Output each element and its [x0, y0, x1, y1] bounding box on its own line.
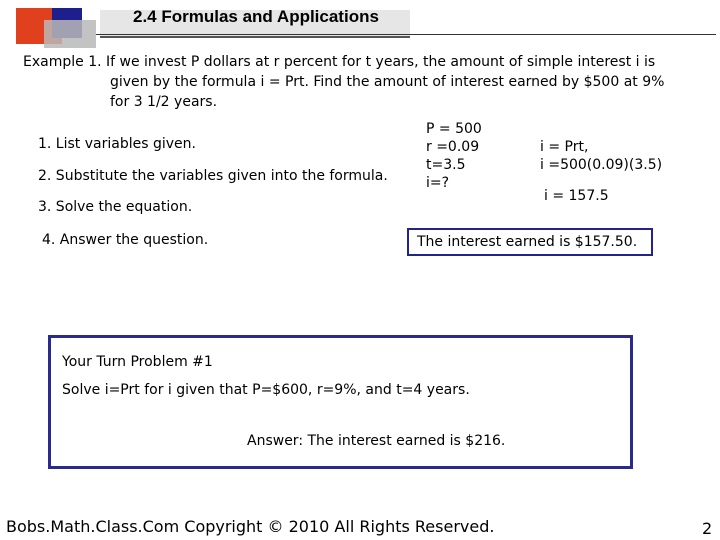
variable-r: r =0.09 — [426, 139, 480, 155]
your-turn-problem: Solve i=Prt for i given that P=$600, r=9%, and t=4 years. — [62, 382, 470, 398]
answer-text: The interest earned is $157.50. — [417, 234, 638, 250]
result-line: i = 157.5 — [544, 188, 609, 204]
logo-grey-square — [44, 20, 96, 48]
variable-p: P = 500 — [426, 121, 482, 137]
footer-copyright: Bobs.Math.Class.Com Copyright © 2010 All Rights Reserved. — [6, 517, 495, 536]
variable-i: i=? — [426, 175, 450, 191]
slide-title: 2.4 Formulas and Applications — [133, 7, 379, 26]
example-line-2: given by the formula i = Prt. Find the amount of interest earned by $500 at 9% — [110, 74, 665, 90]
step-3: 3. Solve the equation. — [38, 199, 193, 215]
your-turn-answer: Answer: The interest earned is $216. — [247, 433, 506, 449]
title-divider — [96, 34, 716, 35]
variable-t: t=3.5 — [426, 157, 466, 173]
example-line-3: for 3 1/2 years. — [110, 94, 218, 110]
step-1: 1. List variables given. — [38, 136, 196, 152]
step-2: 2. Substitute the variables given into the formula. — [38, 168, 388, 184]
example-line-1: Example 1. If we invest P dollars at r percent for t years, the amount of simple interest i is — [23, 54, 656, 70]
substitution-line: i =500(0.09)(3.5) — [540, 157, 663, 173]
formula-line: i = Prt, — [540, 139, 589, 155]
page-number: 2 — [702, 519, 713, 538]
step-4: 4. Answer the question. — [42, 232, 209, 248]
your-turn-heading: Your Turn Problem #1 — [62, 354, 213, 370]
logo-graphic — [16, 8, 96, 48]
